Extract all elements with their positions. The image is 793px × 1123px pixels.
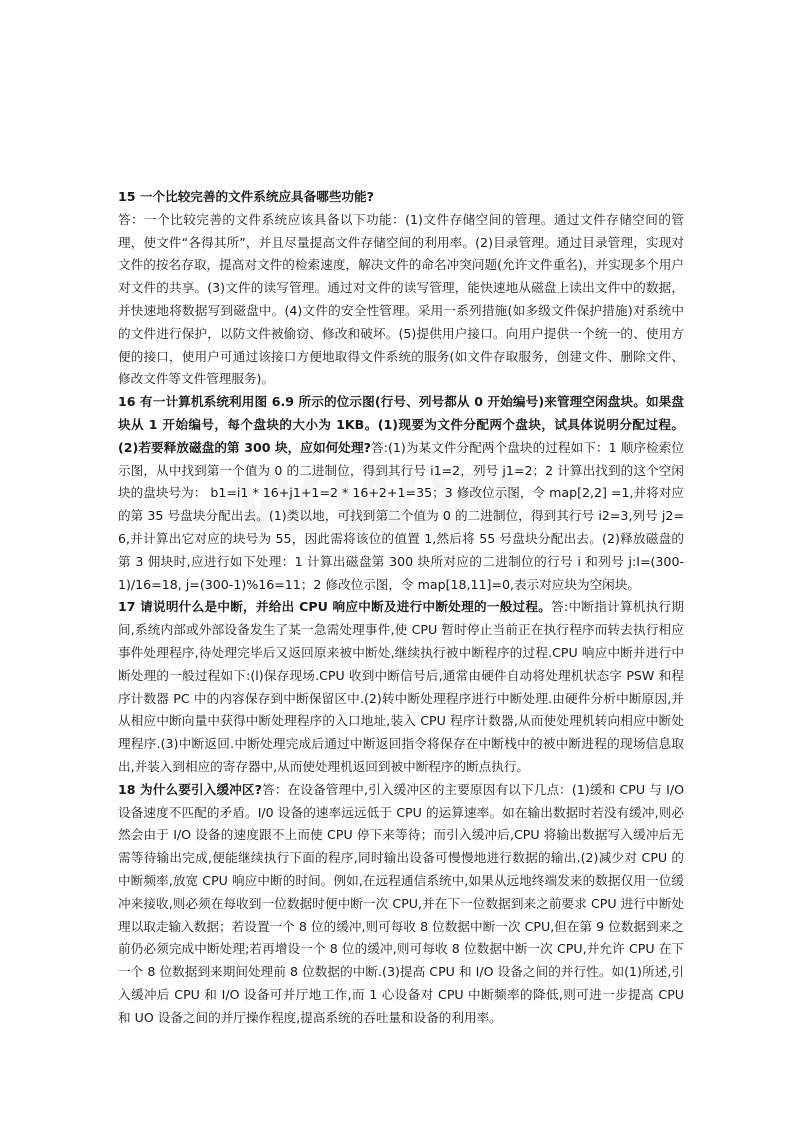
section-18: [118, 779, 684, 1030]
question-18-title: 18 为什么要引入缓冲区?: [118, 781, 262, 797]
answer-17-text: 答:中断指计算机执行期间,系统内部或外部设备发生了某一急需处理事件,使 CPU 暂时停止当前正在执行程序而转去执行相应事件处理程序,待处理完毕后又返回原来被中断处,继续执行被中断程序的过程.CPU 响应中断并进行中断处理的一般过程如下:(l)保存现场.CPU 收到中断信号后,通常由硬件自动将处理机状态字 PSW 和程序计数器 PC 中的内容保存到中断保留区中.(2)转中断处理程序进行中断处理.由硬件分析中断原因,并从相应中断向量中获得中断处理程序的入口地址,装入 CPU 程序计数器,从而使处理机转向相应中断处理程序.(3)中断返回.中断处理完成后通过中断返回指令将保存在中断栈中的被中断进程的现场信息取出,并装入到相应的寄存器中,从而使处理机返回到被中断程序的断点执行。: [118, 599, 684, 774]
section-16: [118, 391, 684, 596]
question-16-title: 16 有一计算机系统利用图 6.9 所示的位示图(行号、列号都从 0 开始编号)来管理空闲盘块。如果盘块从 1 开始编号，每个盘块的大小为 1KB。(1)现要为文件分配两个盘块，试具体说明分配过程。(2)若要释放磁盘的第 300 块，应如何处理?: [118, 394, 684, 455]
question-17-title: 17 请说明什么是中断，并给出 CPU 响应中断及进行中断处理的一般过程。: [118, 599, 552, 615]
section-17: [118, 596, 684, 778]
answer-15-text: 答：一个比较完善的文件系统应该具备以下功能：(1)文件存储空间的管理。通过文件存储空间的管理，使文件“各得其所”，并且尽量提高文件存储空间的利用率。(2)目录管理。通过目录管理，实现对文件的按名存取，提高对文件的检索速度，解决文件的命名冲突问题(允许文件重名)，并实现多个用户对文件的共享。(3)文件的读写管理。通过对文件的读写管理，能快速地从磁盘上读出文件中的数据，并快速地将数据写到磁盘中。(4)文件的安全性管理。采用一系列措施(如多级文件保护措施)对系统中的文件进行保护，以防文件被偷窃、修改和破坏。(5)提供用户接口。向用户提供一个统一的、使用方便的接口，使用户可通过该接口方便地取得文件系统的服务(如文件存取服务，创建文件、删除文件、修改文件等文件管理服务)。: [118, 211, 684, 387]
section-15: [118, 186, 684, 391]
question-15-title: 15 一个比较完善的文件系统应具备哪些功能?: [118, 189, 374, 204]
answer-16-text: 答:(1)为某文件分配两个盘块的过程如下：1 顺序检索位示图，从中找到第一个值为 0 的二进制位，得到其行号 i1=2，列号 j1=2；2 计算出找到的这个空闲块的盘块号为： b1=i1 * 16+j1+1=2 * 16+2+1=35；3 修改位示图，令 map[2,2] =1,并将对应的第 35 号盘块分配出去。(1)类以地，可找到第二个值为 0 的二进制位，得到其行号 i2=3,列号 j2=6,并计算出它对应的块号为 55，因此需将该位的值置 1,然后将 55 号盘块分配出去。(2)释放磁盘的第 3 佣块时,应进行如下处理：1 计算出磁盘第 300 块所对应的二进制位的行号 i 和列号 j:I=(300-1)/16=18, j=(300-1)%16=11；2 修改位示图，令 map[18,11]=0,表示对应块为空闲块。: [118, 439, 685, 592]
answer-18-text: 答：在设备管理中,引入缓冲区的主要原因有以下几点：(1)缓和 CPU 与 I/O 设备速度不匹配的矛盾。I/0 设备的速率远远低于 CPU 的运算速率。如在输出数据时若没有缓冲,则必然会由于 I/O 设备的速度跟不上而使 CPU 停下来等待；而引入缓冲后,CPU 将输出数据写入缓冲后无需等待输出完成,便能继续执行下面的程序,同时输出设备可慢慢地进行数据的输出.(2)减少对 CPU 的中断频率,放宽 CPU 响应中断的时间。例如,在远程通信系统中,如果从远地终端发来的数据仅用一位缓冲来接收,则必须在每收到一位数据时便中断一次 CPU,并在下一位数据到来之前要求 CPU 进行中断处理以取走输入数据；若设置一个 8 位的缓冲,则可每收 8 位数据中断一次 CPU,但在第 9 位数据到来之前仍必须完成中断处理;若再增设一个 8 位的缓冲,则可每收 8 位数据中断一次 CPU,并允许 CPU 在下一个 8 位数据到来期间处理前 8 位数据的中断.(3)提高 CPU 和 I/O 设备之间的并行性。如(1)所述,引入缓冲后 CPU 和 I/O 设备可并厅地工作,而 1 心设备对 CPU 中断频率的降低,则可进一步提高 CPU 和 UO 设备之间的并厅操作程度,提高系统的吞吐量和设备的利用率。: [118, 781, 685, 1025]
document-body: [118, 186, 684, 1029]
